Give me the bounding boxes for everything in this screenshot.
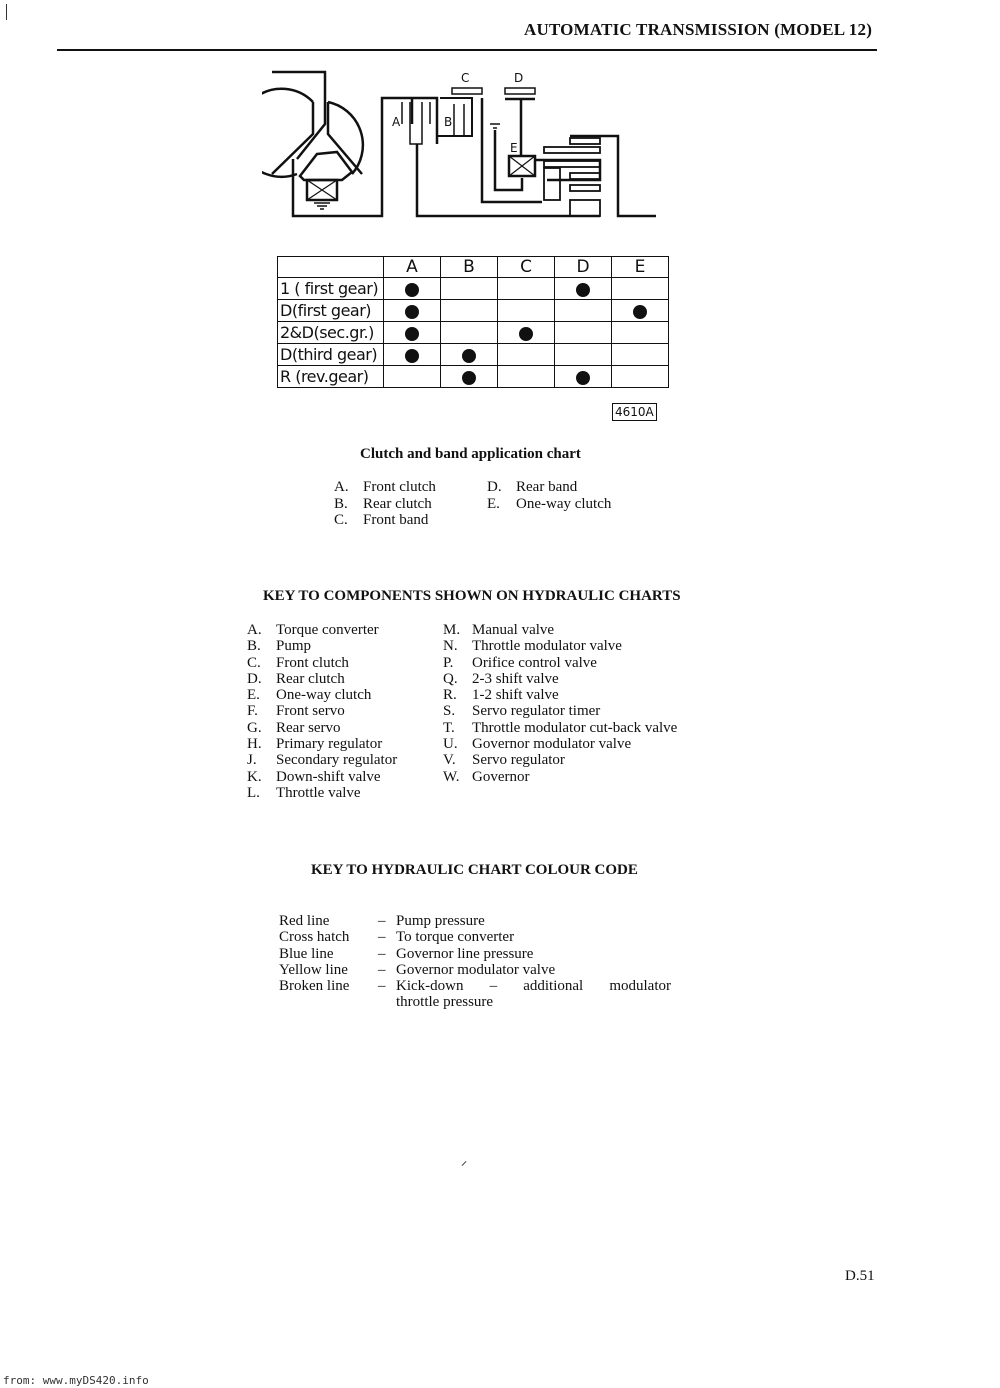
application-cell — [441, 300, 498, 322]
gear-label: D(first gear) — [278, 300, 384, 322]
component-item: H. Primary regulator — [247, 736, 383, 753]
application-cell — [498, 344, 555, 366]
application-cell — [612, 344, 669, 366]
application-cell — [498, 278, 555, 300]
colour-code-list — [279, 913, 671, 1011]
component-item: M. Manual valve — [443, 622, 555, 638]
component-item: C. Front clutch — [247, 654, 349, 671]
table-row — [278, 322, 669, 344]
component-item: S. Servo regulator timer — [443, 703, 601, 720]
stray-pen-mark — [462, 1161, 467, 1166]
applied-dot-icon — [462, 349, 476, 363]
table-header-row — [278, 257, 669, 278]
gear-label: R (rev.gear) — [278, 366, 384, 388]
applied-dot-icon — [405, 283, 419, 297]
label-e: E — [510, 141, 518, 155]
gear-label: 2&D(sec.gr.) — [278, 322, 384, 344]
component-item: P. Orifice control valve — [443, 654, 597, 671]
applied-dot-icon — [519, 327, 533, 341]
colour-code-item: Cross hatch – To torque converter — [279, 929, 515, 946]
component-item: R. 1-2 shift valve — [443, 687, 559, 704]
application-cell — [384, 366, 441, 388]
component-item: L. Throttle valve — [247, 784, 361, 801]
component-item: V. Servo regulator — [443, 752, 565, 769]
applied-dot-icon — [462, 371, 476, 385]
colour-code-item: Broken line – Kick-down – additional modulator — [279, 978, 671, 995]
component-item: G. Rear servo — [247, 719, 341, 736]
clutch-a-symbol — [402, 102, 430, 144]
legend-item: E. One-way clutch — [487, 495, 612, 512]
gearset-symbol — [417, 136, 656, 216]
application-cell — [384, 278, 441, 300]
component-item: W. Governor — [443, 768, 530, 785]
components-section-title: KEY TO COMPONENTS SHOWN ON HYDRAULIC CHARTS — [263, 588, 681, 604]
components-list-left — [247, 622, 397, 801]
component-item: U. Governor modulator valve — [443, 736, 632, 753]
application-cell — [384, 300, 441, 322]
applied-dot-icon — [405, 327, 419, 341]
component-item: N. Throttle modulator valve — [443, 638, 622, 655]
components-list-right — [443, 622, 677, 785]
figure-code-label: 4610A — [612, 403, 657, 421]
source-footer: from: www.myDS420.info — [3, 1374, 149, 1387]
scan-corner-mark — [6, 4, 7, 20]
column-header: A — [384, 257, 441, 278]
component-item: T. Throttle modulator cut-back valve — [443, 719, 678, 736]
table-corner-cell — [278, 257, 384, 278]
application-cell — [384, 322, 441, 344]
applied-dot-icon — [576, 371, 590, 385]
table-row — [278, 366, 669, 388]
application-cell — [612, 322, 669, 344]
legend-item: D. Rear band — [487, 479, 578, 495]
component-item: F. Front servo — [247, 703, 345, 720]
component-item: J. Secondary regulator — [247, 752, 398, 769]
application-cell — [441, 278, 498, 300]
page-header-title: AUTOMATIC TRANSMISSION (MODEL 12) — [524, 20, 873, 39]
page-number: D.51 — [845, 1268, 875, 1284]
chart-legend-right — [487, 479, 611, 512]
colour-code-item: Red line – Pump pressure — [279, 913, 485, 929]
application-cell — [555, 322, 612, 344]
application-cell — [555, 366, 612, 388]
column-header: B — [441, 257, 498, 278]
application-cell — [555, 344, 612, 366]
application-cell — [555, 278, 612, 300]
column-header: C — [498, 257, 555, 278]
label-c: C — [461, 71, 470, 85]
application-cell — [441, 344, 498, 366]
colour-code-item: Blue line – Governor line pressure — [279, 945, 534, 962]
chart-caption: Clutch and band application chart — [360, 446, 581, 462]
column-header: E — [612, 257, 669, 278]
applied-dot-icon — [633, 305, 647, 319]
applied-dot-icon — [405, 349, 419, 363]
gear-label: 1 ( first gear) — [278, 278, 384, 300]
header-rule — [57, 49, 877, 51]
application-cell — [498, 322, 555, 344]
table-row — [278, 300, 669, 322]
colour-code-section-title: KEY TO HYDRAULIC CHART COLOUR CODE — [311, 862, 638, 878]
component-item: D. Rear clutch — [247, 670, 345, 687]
label-d: D — [514, 71, 524, 85]
label-b: B — [444, 115, 453, 129]
transmission-schematic-diagram — [262, 64, 662, 224]
component-item: B. Pump — [247, 638, 312, 655]
gear-label: D(third gear) — [278, 344, 384, 366]
clutch-band-application-table — [277, 256, 669, 388]
one-way-clutch-e-symbol — [482, 98, 600, 202]
application-cell — [441, 366, 498, 388]
label-a: A — [392, 115, 401, 129]
application-cell — [612, 278, 669, 300]
application-cell — [498, 366, 555, 388]
table-row — [278, 278, 669, 300]
legend-item: A. Front clutch — [334, 479, 436, 495]
application-cell — [441, 322, 498, 344]
colour-code-continuation: throttle pressure — [396, 994, 494, 1011]
chart-legend-left — [334, 479, 436, 529]
table-row — [278, 344, 669, 366]
colour-code-item: Yellow line – Governor modulator valve — [279, 961, 556, 978]
application-cell — [555, 300, 612, 322]
application-cell — [498, 300, 555, 322]
legend-item: C. Front band — [334, 512, 429, 528]
legend-item: B. Rear clutch — [334, 495, 432, 512]
component-item: K. Down-shift valve — [247, 768, 381, 785]
component-item: E. One-way clutch — [247, 687, 372, 704]
applied-dot-icon — [405, 305, 419, 319]
component-item: A. Torque converter — [247, 622, 379, 638]
application-cell — [612, 300, 669, 322]
column-header: D — [555, 257, 612, 278]
application-cell — [612, 366, 669, 388]
component-item: Q. 2-3 shift valve — [443, 670, 559, 687]
applied-dot-icon — [576, 283, 590, 297]
application-cell — [384, 344, 441, 366]
